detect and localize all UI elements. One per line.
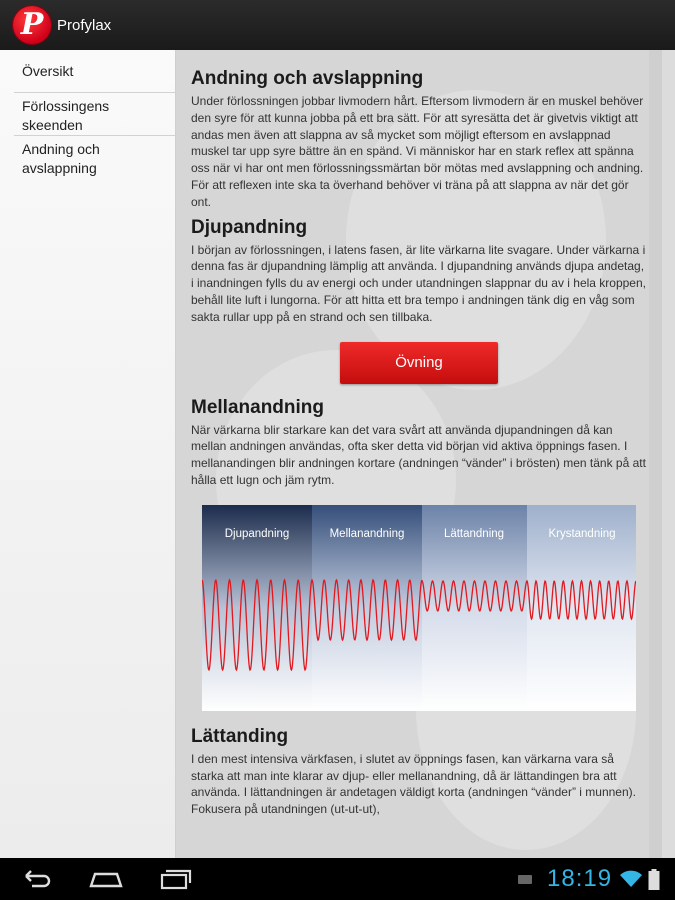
- clock: 18:19: [547, 865, 613, 892]
- scrollbar-track[interactable]: [649, 50, 662, 858]
- section-text: I den mest intensiva värkfasen, i slutet av öppnings fasen, kan värkarna vara så starka att man inte klarar av djup- eller mellanandning, då är lättandingen bra att använda. I lättandningen är andetagen väldigt korta (andningen “vänder” i munnen). Fokusera på utandningen (ut-ut-ut),: [191, 751, 636, 817]
- app-logo-icon[interactable]: [13, 6, 51, 44]
- sidebar-item-oversikt[interactable]: Översikt: [14, 50, 176, 93]
- section-title: Lättanding: [191, 725, 289, 747]
- breathing-diagram: [202, 505, 636, 711]
- section-text: Under förlossningen jobbar livmodern hårt. Eftersom livmodern är en muskel behöver den syre för att kunna jobba på ett bra sätt. För att syresätta det är givetvis viktigt att andas men även att slappna av så mycket som möjligt eftersom en avslappnad muskel tar upp syre bättre än en spänd. Vi människor har en stark reflex att spänna oss när vi har ont men förlossningssmärtan bör mötas med avslappning och andning. För att reflexen inte ska ta överhand behöver vi träna på att slappna av när det gör ont.: [191, 94, 644, 209]
- battery-icon: [648, 869, 660, 891]
- app-title: Profylax: [57, 16, 112, 34]
- section-title: Mellanandning: [191, 396, 324, 418]
- exercise-button[interactable]: Övning: [340, 342, 498, 384]
- back-icon[interactable]: [22, 868, 52, 890]
- content-panel[interactable]: [176, 50, 662, 858]
- sidebar-item-andning-och-avslappning[interactable]: Andning och avslappning: [22, 141, 100, 176]
- action-bar: [0, 0, 675, 50]
- diagram-label-krystandning: Krystandning: [548, 527, 616, 540]
- diagram-label-mellanandning: Mellanandning: [329, 527, 405, 540]
- section-title: Andning och avslappning: [191, 68, 424, 89]
- diagram-label-djupandning: Djupandning: [224, 527, 290, 540]
- home-icon[interactable]: [89, 868, 123, 890]
- sidebar: [0, 50, 176, 858]
- section-text: När värkarna blir starkare kan det vara svårt att använda djupandningen då kan mellan andningen användas, ofta sker detta vid början vid aktiva öppnings fasen. I mellanandingen blir andningen kortare (andningen “vänder” i brösten) men tänk på att hålla ett lugn och jäm rytm.: [191, 422, 646, 487]
- recent-apps-icon[interactable]: [160, 868, 192, 890]
- section-title: Djupandning: [191, 216, 308, 238]
- section-text: I början av förlossningen, i latens fasen, är lite värkarna lite svagare. Under värkarna i denna fas är djupandning lämplig att använda. I djupandning används djupa andetag, i inandningen fylls du av energi och under utandningen slappnar du av i hela kroppen, behåll lite luft i lungorna. För att hitta ett bra tempo i andningen tänk dig en våg som sakta rullar upp på en strand och sen tillbaka.: [191, 242, 646, 324]
- wifi-icon: [619, 870, 643, 888]
- breathing-diagram-graphic: [202, 505, 636, 711]
- logo-letter: P: [20, 7, 44, 42]
- sidebar-item-forlossingens-skeenden[interactable]: Förlossingens skeenden: [14, 93, 176, 136]
- diagram-label-lattandning: Lättandning: [443, 527, 505, 540]
- notification-icon[interactable]: [517, 872, 533, 886]
- main-area: [0, 50, 675, 858]
- system-navigation-bar: [0, 858, 675, 900]
